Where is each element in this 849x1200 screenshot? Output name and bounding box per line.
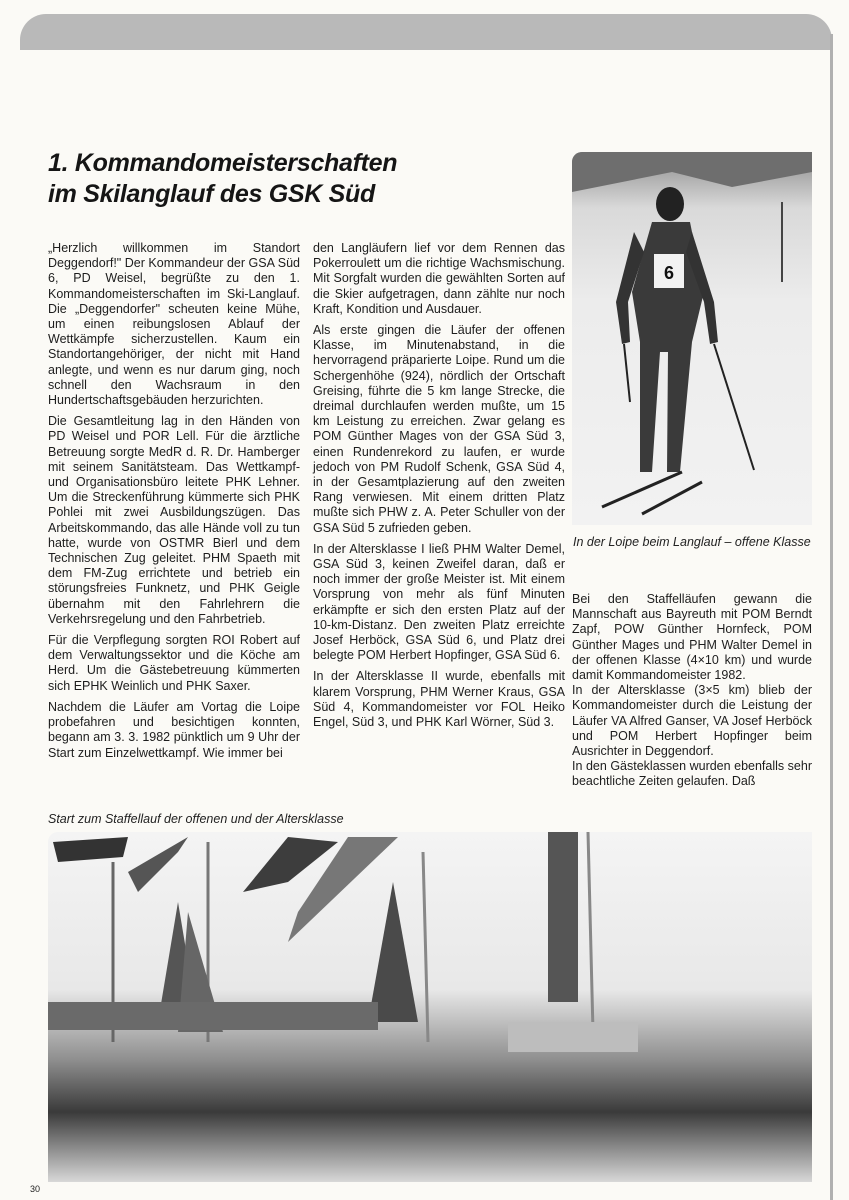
paragraph: Als erste gingen die Läufer der offenen Klasse, im Minutenabstand, in die hervorragend präparierte Loipe. Rund um die Schergenhöhe (924), nördlich der Ortschaft Greising, führte die 5 km lange Strecke, die dreimal durchlaufen werden mußte, um 15 km Leistung zu erreichen. Zwar gelang es POM Günther Mages von der GSA Süd 3, einen Rundenrekord zu laufen, er wurde jedoch von PM Rudolf Schenk, GSA Süd 4, in der Gesamtplazierung auf den zweiten Rang verwiesen. Mit einem dritten Platz mußte sich PHW z. A. Peter Schuller von der GSA Süd 5 zufrieden geben. [313, 323, 565, 535]
photo-skier [572, 152, 812, 525]
paragraph: Nachdem die Läufer am Vortag die Loipe probefahren und besichtigen konnten, begann am 3. 3. 1982 pünktlich um 9 Uhr der Start zum Einzelwettkampf. Wie immer bei [48, 699, 300, 760]
paragraph: Bei den Staffelläufen gewann die Mannschaft aus Bayreuth mit POM Berndt Zapf, POW Günther Hornfeck, POM Günther Mages und PHM Walter Demel in der offenen Klasse (4×10 km) und wurde damit Kommandomeister 1982. [572, 592, 812, 683]
article-column-2 [313, 241, 565, 736]
photo-relay-start [48, 832, 812, 1182]
page-number: 30 [30, 1184, 41, 1194]
paragraph: Die Gesamtleitung lag in den Händen von PD Weisel und POR Lell. Für die ärztliche Betreuung sorgte MedR d. R. Dr. Hamberger mit seinem Sanitätsteam. Das Wettkampf- und Organisationsbüro leitete PHK Lehner. Um die Streckenführung kümmerte sich PHK Pohlei mit zwei Ausbildungszügen. Das Arbeitskommando, das alle Hände voll zu tun hatte, wurde von OSTMR Bierl und dem Technischen Zug geleitet. PHM Spaeth mit dem FM-Zug errichtete und betrieb ein störungsfreies Funknetz, und PHK Geigle übernahm mit den Fahrlehrern die Verkehrsregelung und den Fahrbetrieb. [48, 414, 300, 626]
page-border-line [830, 34, 833, 1200]
article-column-1 [48, 241, 300, 767]
page-header-bar [20, 14, 832, 50]
skier-illustration [572, 152, 812, 525]
title-line-1: 1. Kommandomeisterschaften [48, 149, 398, 177]
article-column-3 [572, 592, 812, 790]
relay-start-illustration [48, 832, 812, 1182]
photo-top-caption: In der Loipe beim Langlauf – offene Klasse [573, 535, 811, 549]
paragraph: Für die Verpflegung sorgten ROI Robert auf dem Verwaltungssektor und die Köche am Herd. Um die Gästebetreuung kümmerten sich EPHK Weinlich und PHK Saxer. [48, 633, 300, 693]
paragraph: In den Gästeklassen wurden ebenfalls sehr beachtliche Zeiten gelaufen. Daß [572, 759, 812, 789]
bib-number: 6 [663, 263, 675, 283]
paragraph: In der Altersklasse I ließ PHM Walter Demel, GSA Süd 3, keinen Zweifel daran, daß er noch immer der große Meister ist. Mit einem Vorsprung von mehr als fünf Minuten erkämpfte er sich den ersten Platz auf der 10-km-Distanz. Den zweiten Platz erreichte Josef Herböck, GSA Süd 6, und Platz drei belegte POM Herbert Hopfinger, GSA Süd 6. [313, 541, 565, 663]
paragraph: In der Altersklasse (3×5 km) blieb der Kommandomeister durch die Leistung der Läufer VA Alfred Ganser, VA Josef Herböck und POM Herbert Hopfinger beim Ausrichter in Deggendorf. [572, 683, 812, 759]
paragraph: In der Altersklasse II wurde, ebenfalls mit klarem Vorsprung, PHM Werner Kraus, GSA Süd 4, Kommandomeister vor FOL Heiko Engel, Süd 3, und PHK Karl Wörner, Süd 3. [313, 669, 565, 730]
article-title [48, 148, 568, 210]
paragraph: „Herzlich willkommen im Standort Deggendorf!" Der Kommandeur der GSA Süd 6, PD Weisel, begrüßte zu den 1. Kommandomeisterschaften im Ski-Langlauf. Die „Deggendorfer" scheuten keine Mühe, um einen reibungslosen Ablauf der Wettkämpfe sicherzustellen. Kaum ein Standortangehöriger, der nicht mit Hand anlegte, und wenn es nur darum ging, noch schnell den Wachsraum in den Hundertschaftsgebäuden herzurichten. [48, 241, 300, 408]
title-line-2: im Skilanglauf des GSK Süd [48, 180, 375, 208]
photo-bottom-caption: Start zum Staffellauf der offenen und der Altersklasse [48, 812, 344, 826]
paragraph: den Langläufern lief vor dem Rennen das Pokerroulett um die richtige Wachsmischung. Mit Sorgfalt wurden die gewählten Sorten auf die Skier aufgetragen, dann zählte nur noch Kraft, Kondition und Ausdauer. [313, 241, 565, 316]
